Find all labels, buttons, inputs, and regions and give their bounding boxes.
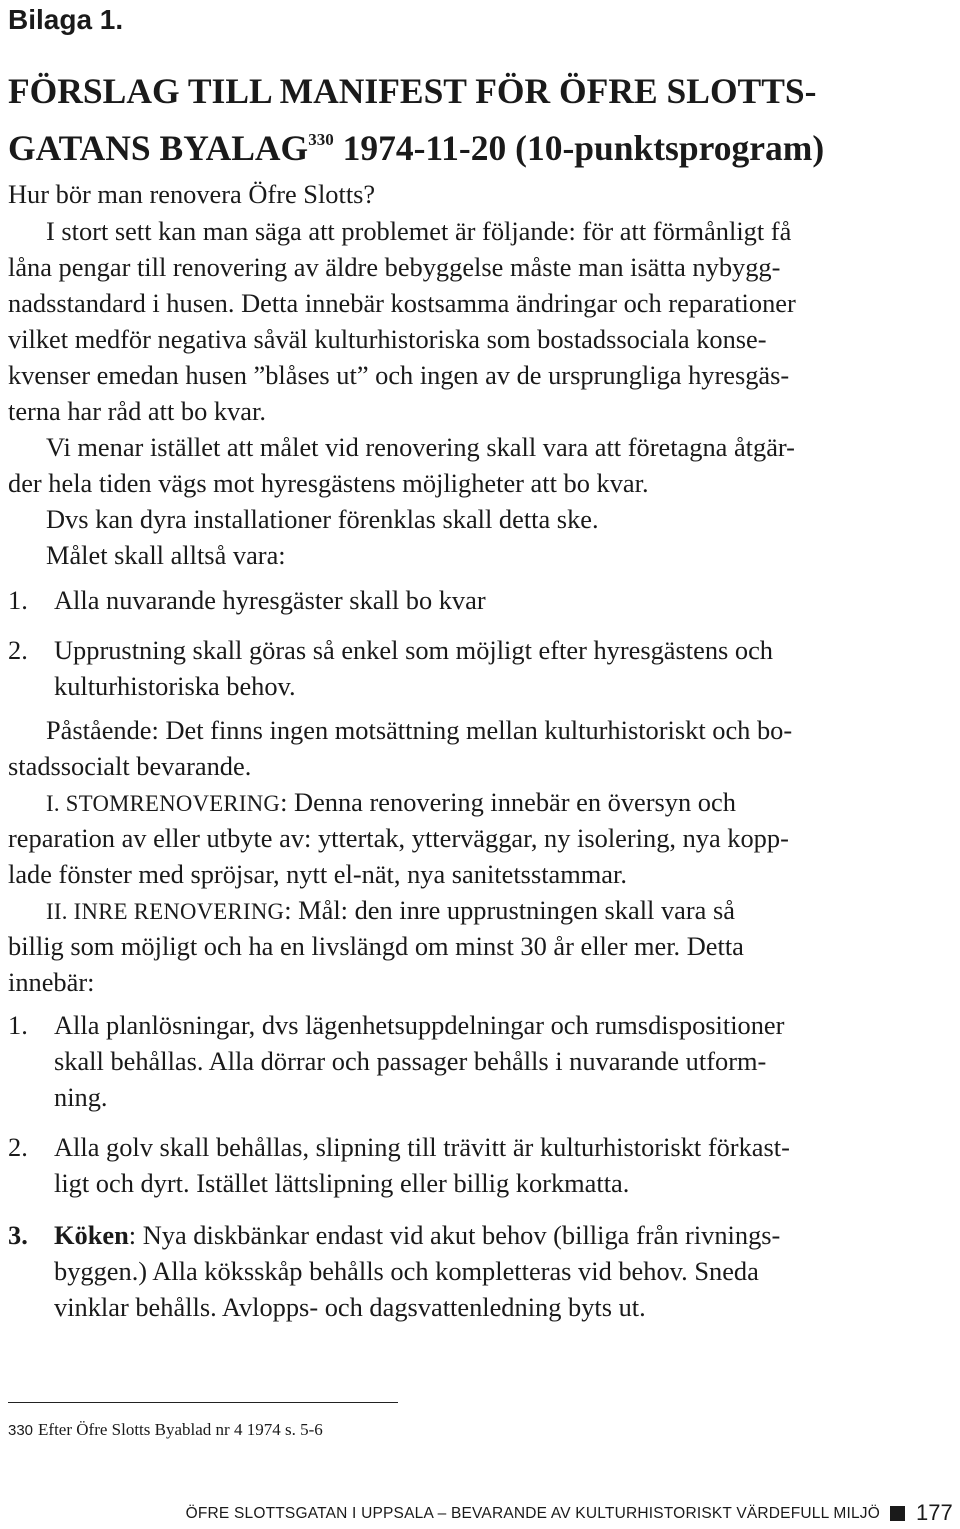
question-line: Hur bör man renovera Öfre Slotts? <box>8 179 376 209</box>
claim-line: stadssocialt bevarande. <box>8 751 252 781</box>
paragraph-line: I stort sett kan man säga att problemet är följande: för att förmånligt få <box>46 216 792 246</box>
paragraph-line: kvenser emedan husen ”blåses ut” och ingen av de ursprungliga hyresgäs- <box>8 360 790 390</box>
section-1-heading: I. STOMRENOVERING <box>46 791 281 816</box>
item-number: 3. <box>8 1220 28 1250</box>
goal-line: Alla nuvarande hyresgäster skall bo kvar <box>54 585 486 615</box>
footnote-divider <box>8 1402 398 1403</box>
item-text: : Nya diskbänkar endast vid akut behov (billiga från rivnings- <box>128 1220 781 1250</box>
section-1-text: : Denna renovering innebär en översyn och <box>280 787 736 817</box>
item-line: ning. <box>54 1082 108 1112</box>
section-2-line: innebär: <box>8 967 95 997</box>
footnote <box>8 1418 323 1443</box>
item-line: skall behållas. Alla dörrar och passager behålls i nuvarande utform- <box>54 1046 767 1076</box>
appendix-label: Bilaga 1. <box>8 4 124 35</box>
footnote-text: Efter Öfre Slotts Byablad nr 4 1974 s. 5-6 <box>38 1420 323 1439</box>
document-title-line-1: FÖRSLAG TILL MANIFEST FÖR ÖFRE SLOTTS- <box>8 71 817 111</box>
paragraph-line: terna har råd att bo kvar. <box>8 396 266 426</box>
paragraph-line: der hela tiden vägs mot hyresgästens möjligheter att bo kvar. <box>8 468 649 498</box>
footer-square-icon <box>890 1506 905 1521</box>
item-line: Alla planlösningar, dvs lägenhetsuppdelningar och rumsdispositioner <box>54 1010 785 1040</box>
paragraph-line: vilket medför negativa såväl kulturhistoriska som bostadssociala konse- <box>8 324 767 354</box>
item-line: vinklar behålls. Avlopps- och dagsvattenledning byts ut. <box>54 1292 646 1322</box>
goal-line: Upprustning skall göras så enkel som möjligt efter hyresgästens och <box>54 635 774 665</box>
title-footnote-ref: 330 <box>308 130 334 149</box>
title-text: GATANS BYALAG <box>8 128 309 168</box>
item-line <box>54 1217 780 1253</box>
item-line: Alla golv skall behållas, slipning till trävitt är kulturhistoriskt förkast- <box>54 1132 790 1162</box>
footnote-number: 330 <box>8 1422 34 1439</box>
item-bold-label: Köken <box>54 1220 129 1250</box>
paragraph-line: låna pengar till renovering av äldre bebyggelse måste man isätta nybygg- <box>8 252 781 282</box>
paragraph-line: Dvs kan dyra installationer förenklas skall detta ske. <box>46 504 599 534</box>
goal-number: 2. <box>8 635 28 665</box>
section-2-line: billig som möjligt och ha en livslängd om minst 30 år eller mer. Detta <box>8 931 744 961</box>
section-2-heading: II. INRE RENOVERING <box>46 899 285 924</box>
paragraph-line: nadsstandard i husen. Detta innebär kostsamma ändringar och reparationer <box>8 288 796 318</box>
page-number: 177 <box>916 1500 953 1525</box>
item-line: ligt och dyrt. Istället lättslipning eller billig korkmatta. <box>54 1168 630 1198</box>
running-footer: ÖFRE SLOTTSGATAN I UPPSALA – BEVARANDE AV KULTURHISTORISKT VÄRDEFULL MILJÖ <box>185 1505 880 1522</box>
goal-number: 1. <box>8 585 28 615</box>
title-text-date: 1974-11-20 (10-punktsprogram) <box>333 128 825 168</box>
paragraph-line: Vi menar istället att målet vid renovering skall vara att företagna åtgär- <box>46 432 795 462</box>
claim-line: Påstående: Det finns ingen motsättning mellan kulturhistoriskt och bo- <box>46 715 793 745</box>
section-1-line: reparation av eller utbyte av: yttertak, ytterväggar, ny isolering, nya kopp- <box>8 823 789 853</box>
section-2-text: : Mål: den inre upprustningen skall vara så <box>284 895 735 925</box>
section-1-line: lade fönster med spröjsar, nytt el-nät, nya sanitetsstammar. <box>8 859 627 889</box>
paragraph-line: Målet skall alltså vara: <box>46 540 286 570</box>
document-title-line-2 <box>8 117 824 171</box>
item-line: byggen.) Alla köksskåp behålls och kompletteras vid behov. Sneda <box>54 1256 759 1286</box>
goal-line: kulturhistoriska behov. <box>54 671 296 701</box>
item-number: 1. <box>8 1010 28 1040</box>
section-1-first-line <box>46 784 736 822</box>
item-number: 2. <box>8 1132 28 1162</box>
section-2-first-line <box>46 892 735 930</box>
